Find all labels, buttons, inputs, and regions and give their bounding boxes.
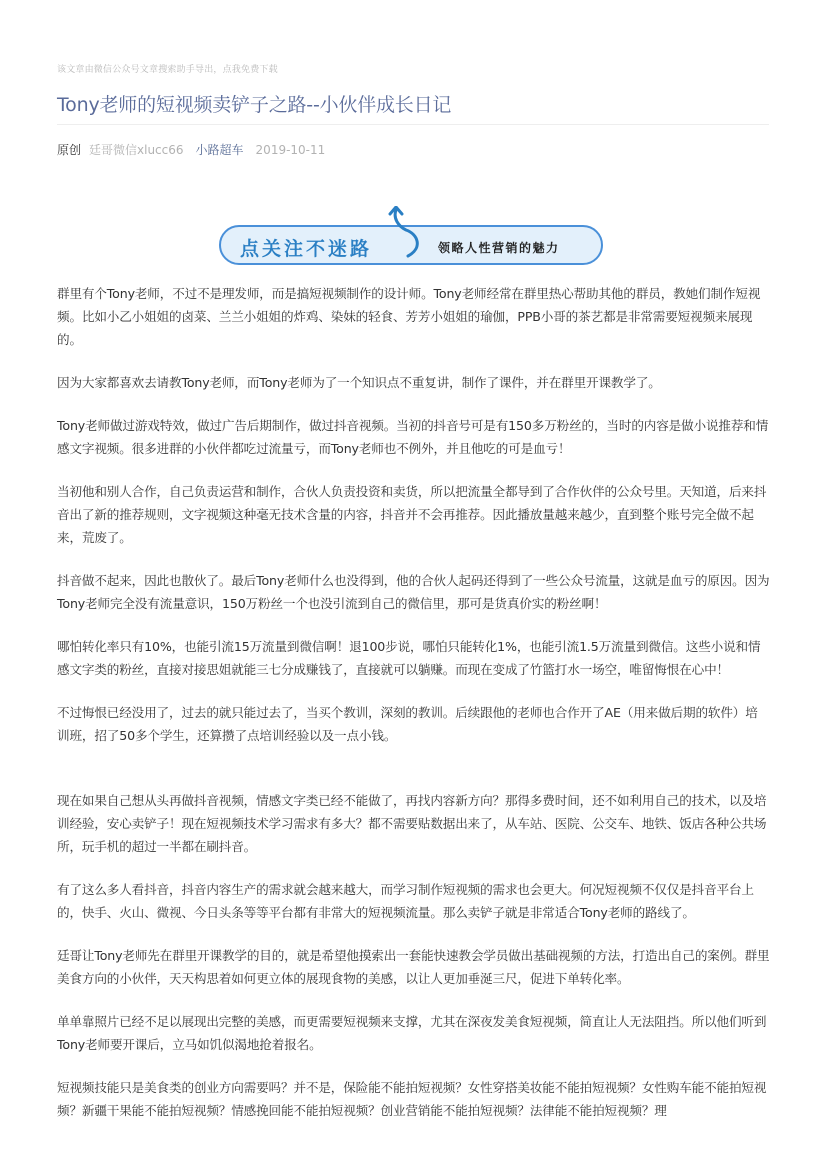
author-name: 廷哥微信xlucc66 bbox=[89, 143, 184, 157]
title-divider bbox=[57, 124, 769, 125]
paragraph: 现在如果自己想从头再做抖音视频，情感文字类已经不能做了，再找内容新方向？那得多费时间，还不如利用自己的技术，以及培训经验，安心卖铲子！现在短视频技术学习需求有多大？都不需要贴数据出来了，从车站、医院、公交车、地铁、饭店各种公共场所，玩手机的超过一半都在刷抖音。 bbox=[57, 793, 767, 854]
paragraph: 因为大家都喜欢去请教Tony老师，而Tony老师为了一个知识点不重复讲，制作了课件，并在群里开课教学了。 bbox=[57, 375, 661, 390]
article-meta bbox=[57, 141, 325, 158]
paragraph: 群里有个Tony老师，不过不是理发师，而是搞短视频制作的设计师。Tony老师经常在群里热心帮助其他的群员，教她们制作短视频。比如小乙小姐姐的卤菜、兰兰小姐姐的炸鸡、染妹的轻食、芳芳小姐姐的瑜伽，PPB小哥的茶艺都是非常需要短视频来展现的。 bbox=[57, 286, 761, 347]
blank-line bbox=[57, 767, 770, 789]
article-title: Tony老师的短视频卖铲子之路--小伙伴成长日记 bbox=[57, 94, 452, 116]
follow-banner bbox=[218, 206, 606, 268]
publish-date: 2019-10-11 bbox=[255, 143, 326, 157]
original-tag: 原创 bbox=[57, 143, 82, 157]
export-notice[interactable]: 该文章由微信公众号文章搜索助手导出，点我免费下载 bbox=[57, 65, 278, 75]
paragraph: 抖音做不起来，因此也散伙了。最后Tony老师什么也没得到，他的合伙人起码还得到了一些公众号流量，这就是血亏的原因。因为Tony老师完全没有流量意识，150万粉丝一个也没引流到自己的微信里，那可是货真价实的粉丝啊！ bbox=[57, 573, 770, 611]
banner-sub-text: 领略人性营销的魅力 bbox=[438, 241, 560, 255]
paragraph: 有了这么多人看抖音，抖音内容生产的需求就会越来越大，而学习制作短视频的需求也会更大。何况短视频不仅仅是抖音平台上的，快手、火山、微视、今日头条等等平台都有非常大的短视频流量。那么卖铲子就是非常适合Tony老师的路线了。 bbox=[57, 882, 754, 920]
paragraph: 短视频技能只是美食类的创业方向需要吗？并不是，保险能不能拍短视频？女性穿搭美妆能不能拍短视频？女性购车能不能拍短视频？新疆干果能不能拍短视频？情感挽回能不能拍短视频？创业营销能不能拍短视频？法律能不能拍短视频？理 bbox=[57, 1080, 767, 1118]
paragraph: 不过悔恨已经没用了，过去的就只能过去了，当买个教训，深刻的教训。后续跟他的老师也合作开了AE（用来做后期的软件）培训班，招了50多个学生，还算攒了点培训经验以及一点小钱。 bbox=[57, 705, 758, 743]
paragraph: 单单靠照片已经不足以展现出完整的美感，而更需要短视频来支撑，尤其在深夜发美食短视频，简直让人无法阻挡。所以他们听到Tony老师要开课后，立马如饥似渴地抢着报名。 bbox=[57, 1014, 767, 1052]
paragraph: Tony老师做过游戏特效，做过广告后期制作，做过抖音视频。当初的抖音号可是有150多万粉丝的，当时的内容是做小说推荐和情感文字视频。很多进群的小伙伴都吃过流量亏，而Tony老师也不例外，并且他吃的可是血亏！ bbox=[57, 418, 769, 456]
paragraph: 当初他和别人合作，自己负责运营和制作，合伙人负责投资和卖货，所以把流量全都导到了合作伙伴的公众号里。天知道，后来抖音出了新的推荐规则，文字视频这种毫无技术含量的内容，抖音并不会再推荐。因此播放量越来越少，直到整个账号完全做不起来，荒废了。 bbox=[57, 484, 767, 545]
article-body bbox=[57, 282, 770, 1142]
account-link[interactable]: 小路超车 bbox=[195, 143, 244, 157]
paragraph: 廷哥让Tony老师先在群里开课教学的目的，就是希望他摸索出一套能快速教会学员做出基础视频的方法，打造出自己的案例。群里美食方向的小伙伴，天天构思着如何更立体的展现食物的美感，以让人更加垂涎三尺，促进下单转化率。 bbox=[57, 948, 770, 986]
paragraph: 哪怕转化率只有10%，也能引流15万流量到微信啊！退100步说，哪怕只能转化1%，也能引流1.5万流量到微信。这些小说和情感文字类的粉丝，直接对接思姐就能三七分成赚钱了，直接就可以躺赚。而现在变成了竹篮打水一场空，唯留悔恨在心中！ bbox=[57, 639, 761, 677]
banner-main-text: 点关注不迷路 bbox=[240, 238, 373, 260]
